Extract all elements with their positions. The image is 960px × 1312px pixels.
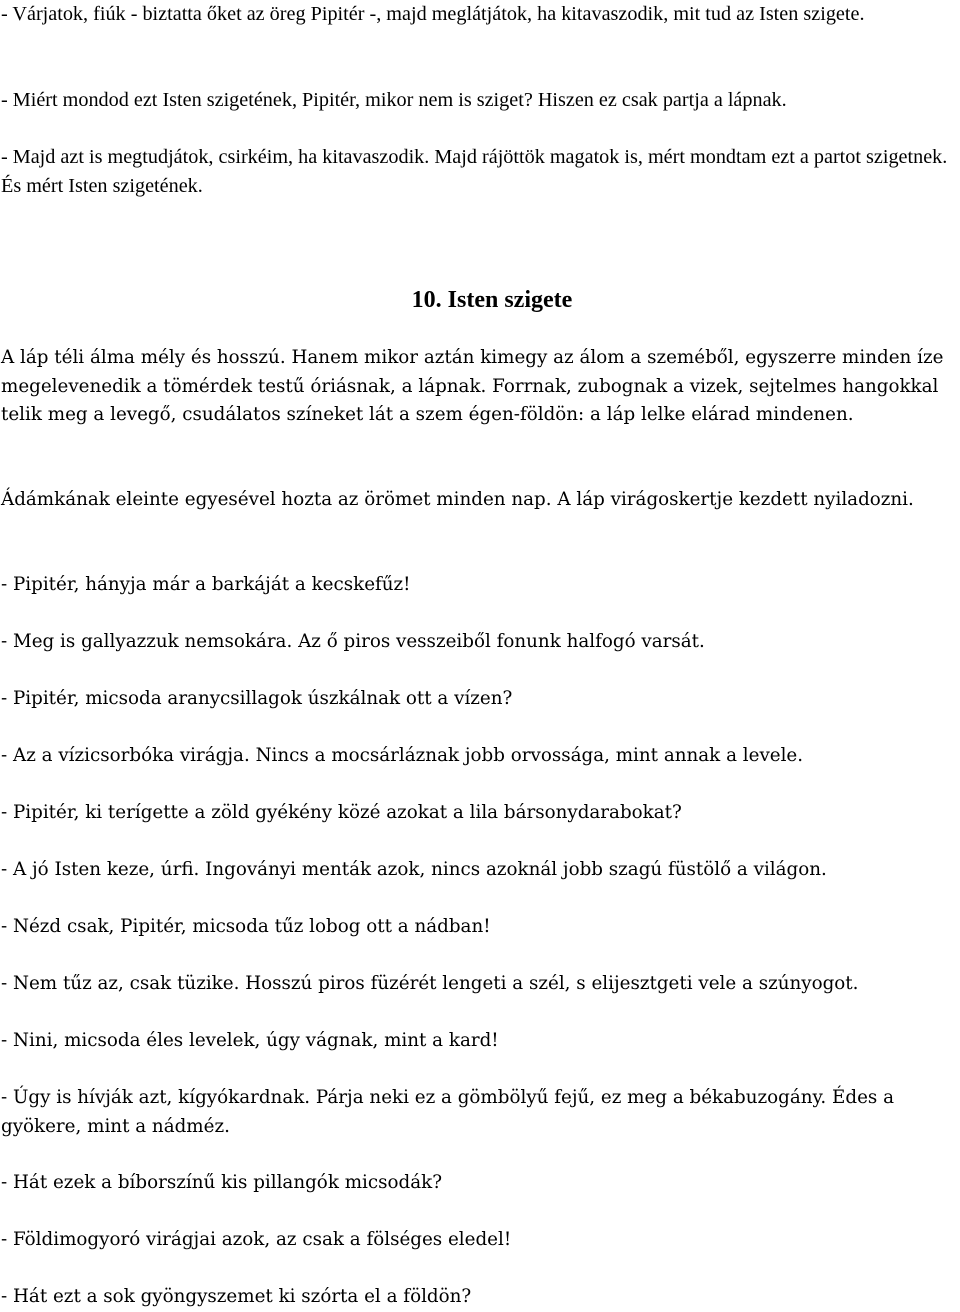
chapter-paragraph-12: - Úgy is hívják azt, kígyókardnak. Párja neki ez a gömbölyű fejű, ez meg a békabuzogány. Édes a gyökere, mint a nádméz. <box>1 1087 894 1137</box>
chapter-paragraph-8: - A jó Isten keze, úrfi. Ingoványi menták azok, nincs azoknál jobb szagú füstölő a világon. <box>1 859 827 880</box>
chapter-paragraph-13: - Hát ezek a bíborszínű kis pillangók micsodák? <box>1 1172 442 1193</box>
chapter-paragraph-6: - Az a vízicsorbóka virágja. Nincs a mocsárláznak jobb orvossága, mint annak a levele. <box>1 745 804 766</box>
chapter-paragraph-1: A láp téli álma mély és hosszú. Hanem mikor aztán kimegy az álom a szeméből, egyszerre minden íze megelevenedik a tömérdek testű óriásnak, a lápnak. Forrnak, zubognak a vizek, sejtelmes hangokkal telik meg a levegő, csudálatos színeket lát a szem égen-földön: a láp lelke elárad mindenen. <box>1 347 944 425</box>
chapter-paragraph-5: - Pipitér, micsoda aranycsillagok úszkálnak ott a vízen? <box>1 688 513 709</box>
chapter-paragraph-10: - Nem tűz az, csak tüzike. Hosszú piros füzérét lengeti a szél, s elijesztgeti vele a szúnyogot. <box>1 973 859 994</box>
chapter-paragraph-4: - Meg is gallyazzuk nemsokára. Az ő piros vesszeiből fonunk halfogó varsát. <box>1 631 705 652</box>
chapter-paragraph-9: - Nézd csak, Pipitér, micsoda tűz lobog ott a nádban! <box>1 916 491 937</box>
paragraph-3: - Majd azt is megtudjátok, csirkéim, ha kitavaszodik. Majd rájöttök magatok is, mért mondtam ezt a partot szigetnek. És mért Isten szigetének. <box>1 146 948 197</box>
chapter-paragraph-11: - Nini, micsoda éles levelek, úgy vágnak, mint a kard! <box>1 1030 499 1051</box>
paragraph-1: - Várjatok, fiúk - biztatta őket az öreg Pipitér -, majd meglátjátok, ha kitavaszodik, mit tud az Isten szigete. <box>1 3 865 25</box>
chapter-paragraph-2: Ádámkának eleinte egyesével hozta az örömet minden nap. A láp virágoskertje kezdett nyiladozni. <box>1 489 914 510</box>
paragraph-2: - Miért mondod ezt Isten szigetének, Pipitér, mikor nem is sziget? Hiszen ez csak partja a lápnak. <box>1 89 787 111</box>
chapter-paragraph-3: - Pipitér, hányja már a barkáját a kecskefűz! <box>1 574 411 595</box>
chapter-title: 10. Isten szigete <box>411 287 573 313</box>
chapter-paragraph-7: - Pipitér, ki terígette a zöld gyékény közé azokat a lila bársonydarabokat? <box>1 802 682 823</box>
chapter-paragraph-14: - Földimogyoró virágjai azok, az csak a fölséges eledel! <box>1 1229 512 1250</box>
chapter-paragraph-15: - Hát ezt a sok gyöngyszemet ki szórta el a földön? <box>1 1286 472 1307</box>
